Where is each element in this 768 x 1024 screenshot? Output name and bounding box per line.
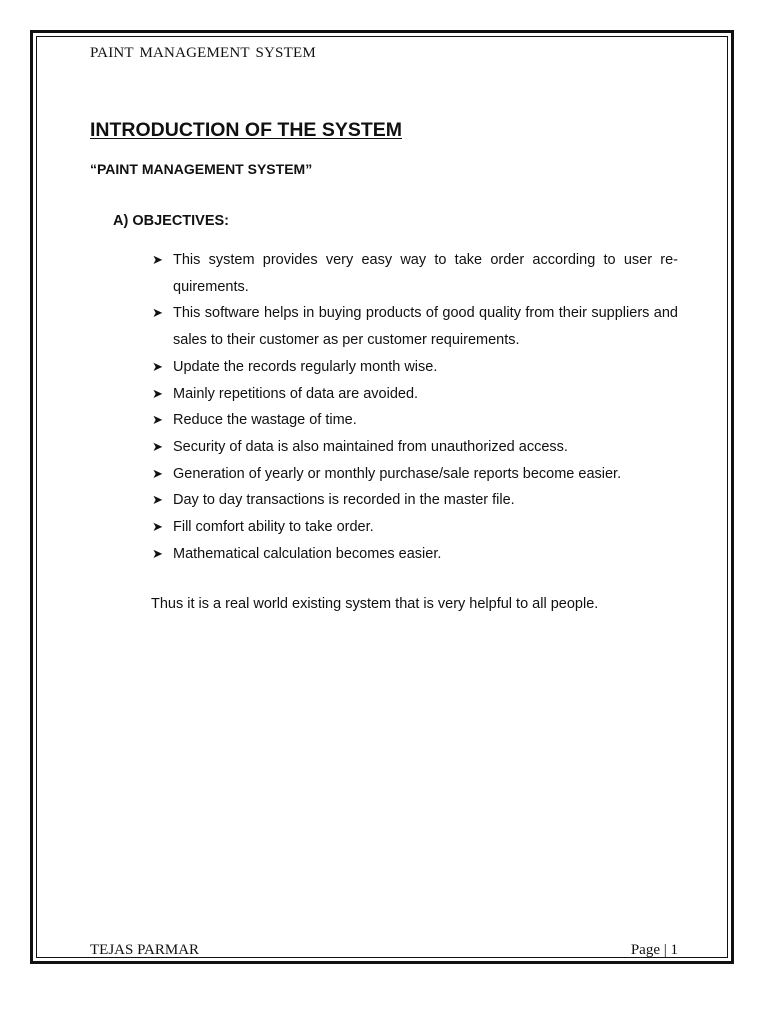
- objectives-list: [150, 247, 678, 567]
- list-item-text: Security of data is also maintained from unauthorized access.: [173, 438, 568, 455]
- list-item-text: Day to day transactions is recorded in the master file.: [173, 492, 515, 509]
- arrowhead-bullet-icon: ➤: [152, 252, 163, 267]
- objectives-heading: A) OBJECTIVES:: [113, 213, 230, 229]
- list-item: [150, 514, 678, 541]
- footer-author: TEJAS PARMAR: [90, 942, 200, 958]
- page-number: Page | 1: [630, 942, 678, 958]
- list-item-text: Fill comfort ability to take order.: [173, 519, 374, 536]
- list-item: [150, 541, 678, 568]
- list-item-text: Update the records regularly month wise.: [173, 358, 438, 375]
- list-item-text: Generation of yearly or monthly purchase/sale reports become easier.: [173, 465, 622, 482]
- list-item: [150, 300, 678, 353]
- list-item: [150, 354, 678, 381]
- arrowhead-bullet-icon: ➤: [152, 465, 163, 481]
- arrowhead-bullet-icon: ➤: [152, 412, 163, 428]
- arrowhead-bullet-icon: ➤: [152, 358, 163, 374]
- list-item: [150, 487, 678, 514]
- list-item-text: This system provides very easy way to take order according to user re- quirements.: [173, 252, 678, 295]
- list-item: [150, 247, 678, 300]
- arrowhead-bullet-icon: ➤: [152, 438, 163, 454]
- arrowhead-bullet-icon: ➤: [152, 519, 163, 535]
- running-header: PAINT MANAGEMENT SYSTEM: [90, 45, 316, 61]
- list-item: [150, 407, 678, 434]
- document-title: INTRODUCTION OF THE SYSTEM: [90, 119, 402, 141]
- conclusion-paragraph: Thus it is a real world existing system that is very helpful to all people.: [151, 596, 599, 612]
- arrowhead-bullet-icon: ➤: [152, 305, 163, 321]
- list-item-text: Mathematical calculation becomes easier.: [173, 545, 442, 562]
- document-subtitle: “PAINT MANAGEMENT SYSTEM”: [90, 161, 313, 177]
- list-item: [150, 461, 678, 488]
- list-item-text: Mainly repetitions of data are avoided.: [173, 385, 419, 402]
- list-item: [150, 434, 678, 461]
- arrowhead-bullet-icon: ➤: [152, 545, 163, 561]
- list-item-text: Reduce the wastage of time.: [173, 412, 357, 429]
- list-item-text: This software helps in buying products of good quality from their suppliers and sales to their customer as per customer requirements.: [173, 305, 678, 349]
- arrowhead-bullet-icon: ➤: [152, 385, 163, 401]
- arrowhead-bullet-icon: ➤: [152, 492, 163, 508]
- list-item: [150, 381, 678, 408]
